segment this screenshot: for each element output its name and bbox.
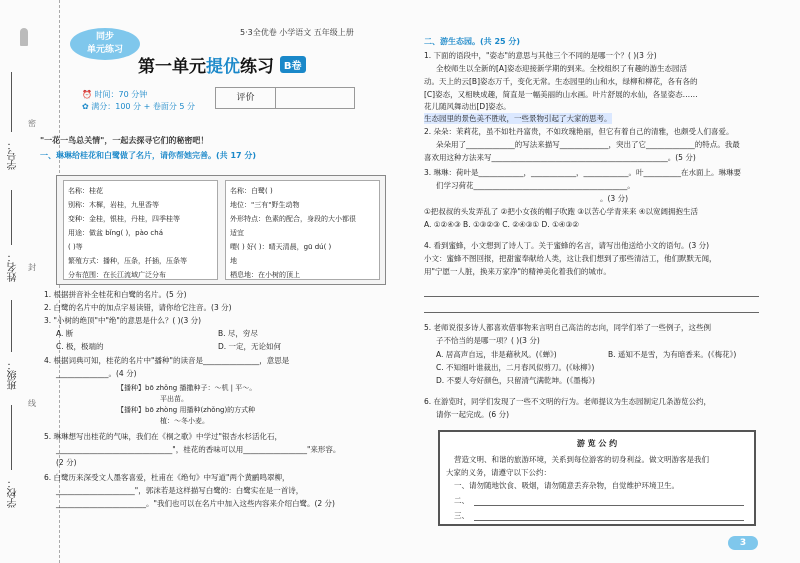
evaluation-cell[interactable]: [276, 88, 354, 108]
r3-text-1: 们学习荷花_________________________________________。: [436, 181, 635, 190]
dictionary-entry-1b: 平出苗。: [160, 395, 188, 403]
card-row: ( )等: [68, 243, 83, 251]
r-question-6: 6. 在游览时，同学们发现了一些不文明的行为。老师提议为生态园制定几条游览公约，: [424, 397, 712, 406]
convention-line-2: 大家的义务，请遵守以下公约：: [446, 468, 551, 477]
question-2: 2. 白鹭的名片中的加点字易读错，请你给它注音。(3 分): [44, 303, 232, 312]
r1-text-1: 全校师生以全新的[A]姿态迎接新学期的到来。全校组织了有趣的游生态园活: [436, 64, 687, 73]
section-one-heading: 一、琳琳给桂花和白鹭做了名片，请你帮她完善。(共 17 分): [40, 151, 257, 160]
r5-text-1: 子不恰当的是哪一项？( )(3 分): [436, 336, 540, 345]
evaluation-box: [215, 87, 355, 109]
badge-line1: 同步: [95, 32, 114, 42]
r-question-3: 3. 琳琳：荷叶是____________，____________，____________。叶__________在水面上。琳琳要: [424, 168, 742, 177]
convention-answer-line[interactable]: [474, 520, 744, 521]
card-row: 栖息地：在小树的顶上: [230, 271, 300, 279]
card-row: 名称：桂花: [68, 187, 103, 195]
r3-text-2: 。(3 分): [600, 194, 629, 203]
r-question-1: 1. 下面的语段中，"姿态"的意思与其他三个不同的是哪一个？( )(3 分): [424, 51, 657, 60]
card-row: 适宜: [230, 229, 244, 237]
rocket-icon: [20, 28, 28, 46]
convention-rule-1: 一、请勿随地饮食、吸烟，请勿随意丢弃杂物，自觉维护环境卫生。: [454, 481, 679, 490]
card-row: 分布范围：在长江流域广泛分布: [68, 271, 166, 279]
convention-line-1: 营造文明、和谐的旅游环境，关系到每位游客的切身利益。做文明游客是我们: [454, 455, 709, 464]
badge-line2: 单元练习: [86, 45, 123, 55]
egret-card: [225, 180, 380, 280]
r5-option-d[interactable]: D. 不要人夸好颜色，只留清气满乾坤。(《墨梅》): [436, 376, 595, 385]
question-5: 5. 琳琳想写出桂花的气味，我们在《桐之歌》中学过"银杏水杉活化石，: [44, 432, 282, 441]
r5-option-c[interactable]: C. 不知细叶谁裁出，二月春风似剪刀。(《咏柳》): [436, 363, 595, 372]
score-text: 满分：100 分 + 卷面分 5 分: [91, 102, 196, 111]
r1-text-2: 动。天上的云[B]姿态万千，变化无常。生态园里的山和水，绿柳和柳花，各有各的: [424, 77, 698, 86]
r-question-5: 5. 老师说很多诗人都喜欢借事物来言明自己高洁的志向，同学们举了一些例子，这些例: [424, 323, 712, 332]
r5-option-b[interactable]: B. 遥知不是雪，为有暗香来。(《梅花》): [608, 350, 737, 359]
card-row: 地: [230, 257, 237, 265]
time-text: 时间：70 分钟: [94, 90, 148, 99]
option-d[interactable]: D. 一定，无论如何: [218, 342, 282, 351]
option-a[interactable]: A. 断: [56, 329, 74, 338]
r1-text-4: 花儿随风舞动出[D]姿态。: [424, 102, 511, 111]
osmanthus-card: [63, 180, 218, 280]
card-row: 外形特点：色素的配合，身段的大小都很: [230, 215, 356, 223]
title-tag: B卷: [280, 56, 306, 73]
option-c[interactable]: C. 极，极端的: [56, 342, 104, 351]
r2-text-1: 朵朵用了_____________的写法来描写_____________，突出了它_____________的特点。我最: [436, 140, 740, 149]
r-question-4: 4. 看到蜜蜂，小文想到了诗人丁。关于蜜蜂的名言，请写出他送给小文的语句。(3 分): [424, 241, 710, 250]
card-row: 变种：金桂，银桂，丹桂，四季桂等: [68, 215, 180, 223]
card-row: 地位："三有"野生动物: [230, 201, 300, 209]
convention-rule-3: 三、: [454, 511, 469, 520]
r6-text-1: 请你一起完成。(6 分): [436, 410, 510, 419]
series-header: 5·3全优卷 小学语文 五年级上册: [240, 28, 354, 37]
page-title: [138, 52, 306, 77]
r1-text-3: [C]姿态，又相映成趣，简直是一幅美丽的山水画。叶片舒展的水仙，各显姿态……: [424, 90, 698, 99]
r2-text-2: 喜欢用这种方法来写_______________________________________________。(5 分): [424, 153, 696, 162]
card-row: 别称：木樨，岩桂，九里香等: [68, 201, 159, 209]
dictionary-entry-1: 【播种】bō zhǒng 播撒种子：～机 | 平～。: [117, 384, 257, 392]
r4-text-2: 用"宁愿一人脏，换来万家净"的精神美化着我们的城市。: [424, 267, 611, 276]
unit-badge: [70, 28, 140, 60]
r3-choices: ①把叔叔的头发弄乱了 ②把小女孩的帽子吹跑 ③以苦心学青来来 ④以宽阔拥抱生活: [424, 207, 699, 216]
card-row: 名称：白鹭( ): [230, 187, 273, 195]
card-row: 繁殖方式：播种，压条，扦插，压条等: [68, 257, 187, 265]
question-3: 3. "小树的绝顶"中"绝"的意思是什么？( )(3 分): [44, 316, 202, 325]
intro-text: "一花一鸟总关情"，一起去探寻它们的秘密吧！: [40, 136, 209, 145]
r5-option-a[interactable]: A. 居高声自远，非是藉秋风。(《蝉》): [436, 350, 557, 359]
class-line: [11, 300, 12, 352]
r-question-2: 2. 朵朵：茉莉花，虽不如牡丹富贵，不如玫瑰艳丽，但它有着自己的清雅，也颇受人们喜爱。: [424, 127, 734, 136]
card-row: 用途：做盆 bǐng( )，pào chá: [68, 229, 163, 237]
question-6: 6. 白鹭历来深受文人墨客喜爱，杜甫在《绝句》中写道"两个黄鹂鸣翠柳，: [44, 473, 290, 482]
title-post: 练习: [240, 57, 274, 77]
answer-line[interactable]: [424, 312, 759, 313]
convention-rule-2: 二、: [454, 496, 469, 505]
dictionary-entry-2b: 植：～冬小麦。: [160, 417, 209, 425]
seal-word-mi: 密: [28, 119, 36, 128]
student-number-line: [11, 72, 12, 132]
title-pre: 第一单元: [138, 57, 206, 77]
question-1: 1. 根据拼音补全桂花和白鹭的名片。(5 分): [44, 290, 187, 299]
page-number: 3: [728, 536, 758, 550]
name-label: 姓名：: [8, 252, 19, 282]
question-5-cont: _______________________________"，桂花的香味可以用_________________"来形容。: [56, 445, 341, 454]
name-cards: [56, 175, 386, 285]
time-info: ⏰ 时间：70 分钟: [82, 90, 148, 99]
question-5-score: (2 分): [56, 458, 77, 467]
convention-answer-line[interactable]: [474, 505, 744, 506]
question-4: 4. 根据词典可知，桂花的名片中"播种"的读音是_______________，意思是: [44, 356, 290, 365]
convention-title: 游 览 公 约: [576, 439, 618, 448]
question-6-end: ________________________。"我们也可以在名片中加入这些内容来介绍白鹭。(2 分): [56, 499, 335, 508]
name-line: [11, 190, 12, 245]
visitor-convention-box: [438, 430, 756, 526]
school-label: 学校：: [8, 478, 19, 508]
question-4-cont: ______________。(4 分): [56, 369, 137, 378]
score-info: ✿ 满分：100 分 + 卷面分 5 分: [82, 102, 196, 111]
r4-text-1: 小文：蜜蜂不图回报，把甜蜜奉献给人类，这让我们想到了那些清洁工，他们默默无闻，: [424, 254, 717, 263]
highlight-sentence: 生态园里的景色美不胜收，一些景物引起了大家的思考。: [424, 114, 612, 123]
seal-word-xian: 线: [28, 399, 36, 408]
student-number-label: 学号：: [8, 140, 19, 170]
option-b[interactable]: B. 尽，穷尽: [218, 329, 258, 338]
dictionary-entry-2: 【播种】bō zhòng 用播种(zhǒng)的方式种: [117, 406, 256, 414]
section-two-heading: 二、游生态园。(共 25 分): [424, 37, 521, 46]
card-row: 嘤( ) 好( )：晴天清晨，gū dú( ): [230, 243, 332, 251]
r3-options[interactable]: A. ①②④③ B. ①③②③ C. ②④③① D. ①④③②: [424, 220, 579, 229]
seal-word-feng: 封: [28, 263, 36, 272]
evaluation-label: 评价: [216, 88, 276, 108]
answer-line[interactable]: [424, 296, 759, 297]
school-line: [11, 405, 12, 470]
class-label: 班级：: [8, 360, 19, 390]
question-6-cont: _____________________"，郭沫若是这样描写白鹭的：白鹭实在是一首诗，: [56, 486, 304, 495]
title-highlight: 提优: [206, 57, 240, 77]
